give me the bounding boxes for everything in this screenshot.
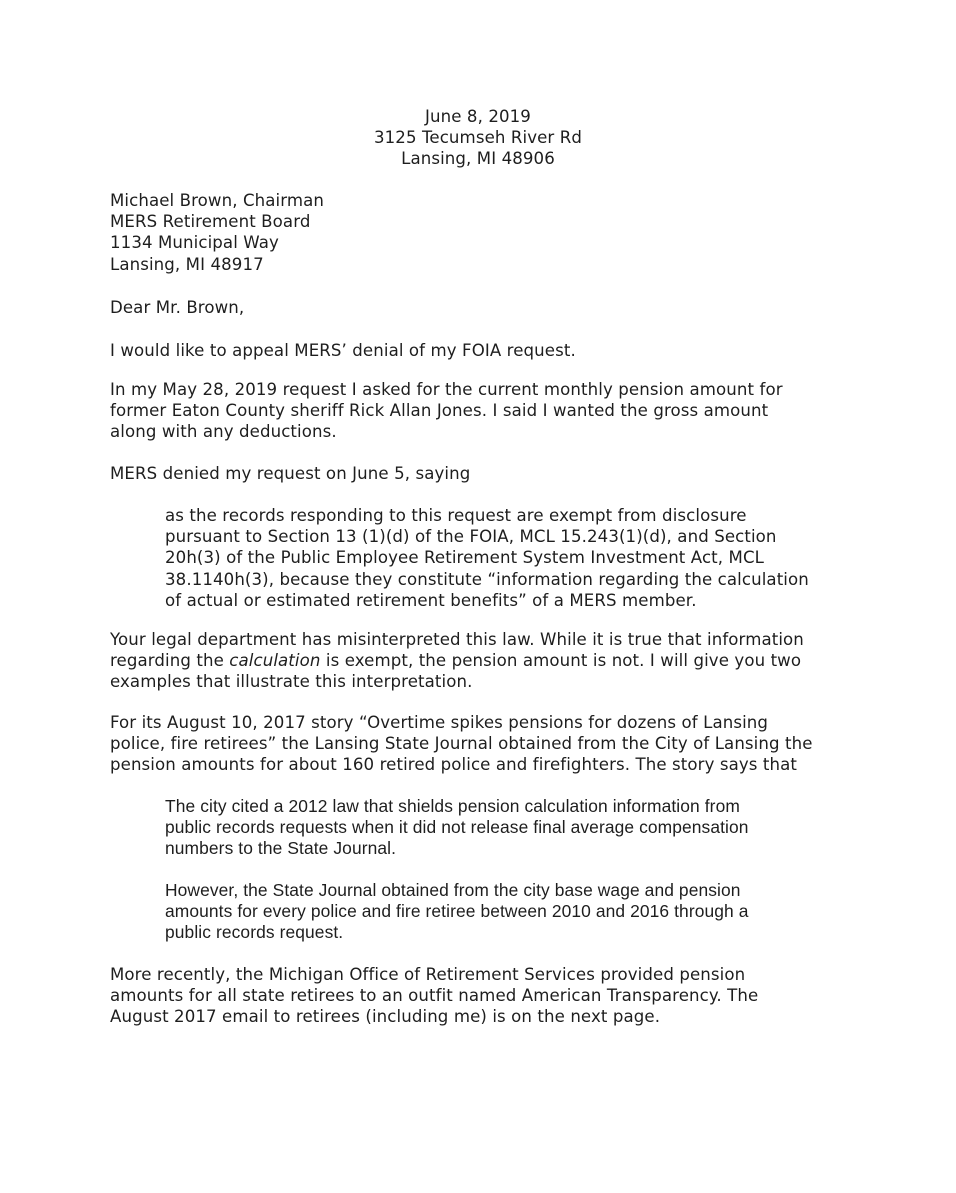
paragraph-line: along with any deductions. bbox=[110, 422, 337, 442]
paragraph-state-example bbox=[110, 964, 758, 1028]
quote-line: public records request. bbox=[165, 922, 344, 943]
quote-line: of actual or estimated retirement benefits” of a MERS member. bbox=[165, 590, 697, 610]
paragraph-line: August 2017 email to retirees (including me) is on the next page. bbox=[110, 1007, 661, 1027]
quote-line: numbers to the State Journal. bbox=[165, 838, 397, 859]
paragraph-line: amounts for all state retirees to an outfit named American Transparency. The bbox=[110, 986, 759, 1006]
paragraph-line: Your legal department has misinterpreted this law. While it is true that information bbox=[110, 630, 804, 649]
block-quote-story-2 bbox=[165, 880, 749, 944]
quote-line: amounts for every police and fire retiree between 2010 and 2016 through a bbox=[165, 901, 749, 922]
paragraph-line: former Eaton County sheriff Rick Allan Jones. I said I wanted the gross amount bbox=[110, 401, 769, 421]
paragraph-line: pension amounts for about 160 retired police and firefighters. The story says that bbox=[110, 755, 798, 775]
quote-line: The city cited a 2012 law that shields pension calculation information from bbox=[165, 796, 740, 816]
paragraph-request bbox=[110, 379, 783, 443]
quote-line: public records requests when it did not release final average compensation bbox=[165, 817, 749, 838]
paragraph-line: In my May 28, 2019 request I asked for the current monthly pension amount for bbox=[110, 380, 783, 399]
recipient-organization: MERS Retirement Board bbox=[110, 212, 311, 232]
recipient-name: Michael Brown, Chairman bbox=[110, 191, 325, 210]
paragraph-line: police, fire retirees” the Lansing State Journal obtained from the City of Lansing the bbox=[110, 734, 813, 754]
paragraph-misinterpretation bbox=[110, 629, 804, 693]
quote-line: However, the State Journal obtained from the city base wage and pension bbox=[165, 880, 741, 900]
quote-line: 20h(3) of the Public Employee Retirement System Investment Act, MCL bbox=[165, 548, 764, 568]
paragraph-line bbox=[110, 650, 804, 671]
paragraph-line: For its August 10, 2017 story “Overtime spikes pensions for dozens of Lansing bbox=[110, 713, 769, 732]
emphasized-word: calculation bbox=[229, 651, 321, 671]
quote-line: as the records responding to this request are exempt from disclosure bbox=[165, 506, 747, 525]
salutation: Dear Mr. Brown, bbox=[110, 298, 245, 317]
sender-street: 3125 Tecumseh River Rd bbox=[373, 128, 582, 148]
paragraph-line: More recently, the Michigan Office of Retirement Services provided pension bbox=[110, 965, 746, 984]
recipient-address bbox=[110, 190, 324, 275]
text-segment: regarding the bbox=[110, 651, 230, 671]
quote-line: pursuant to Section 13 (1)(d) of the FOIA, MCL 15.243(1)(d), and Section bbox=[165, 527, 777, 547]
paragraph-line: examples that illustrate this interpretation. bbox=[110, 672, 473, 692]
block-quote-story-1 bbox=[165, 796, 749, 860]
paragraph-appeal: I would like to appeal MERS’ denial of my FOIA request. bbox=[110, 341, 576, 360]
letter-heading bbox=[300, 106, 656, 170]
paragraph-lansing-example bbox=[110, 712, 813, 776]
sender-city: Lansing, MI 48906 bbox=[401, 149, 555, 169]
letter-date: June 8, 2019 bbox=[425, 107, 531, 126]
recipient-street: 1134 Municipal Way bbox=[110, 233, 279, 253]
quote-line: 38.1140h(3), because they constitute “information regarding the calculation bbox=[165, 569, 809, 589]
recipient-city: Lansing, MI 48917 bbox=[110, 254, 264, 274]
paragraph-denial: MERS denied my request on June 5, saying bbox=[110, 464, 471, 483]
block-quote-denial bbox=[165, 505, 809, 611]
text-segment: is exempt, the pension amount is not. I will give you two bbox=[320, 651, 802, 671]
